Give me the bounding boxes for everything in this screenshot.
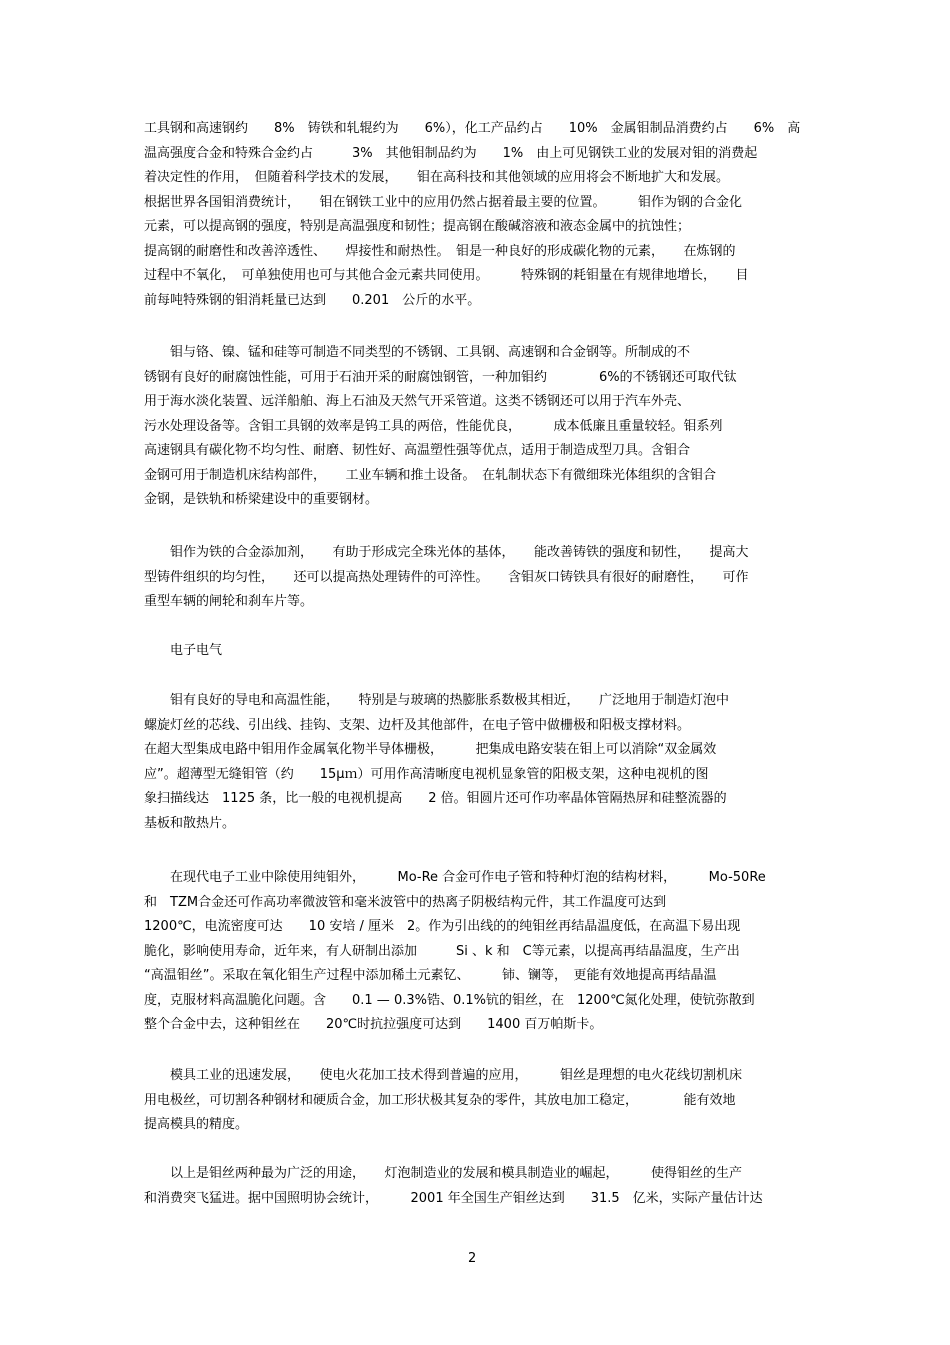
text-line: 钼有良好的导电和高温性能， 特别是与玻璃的热膨胀系数极其相近， 广泛地用于制造灯泡中: [144, 693, 730, 708]
text-line: 着决定性的作用， 但随着科学技术的发展， 钼在高科技和其他领域的应用将会不断地扩大和发展。: [144, 170, 730, 185]
text-line: 用电极丝，可切割各种钢材和硬质合金，加工形状极其复杂的零件，其放电加工稳定， 能有效地: [144, 1092, 736, 1108]
text-line: 象扫描线达 1125 条，比一般的电视机提高 2 倍。钼圆片还可作功率晶体管隔热屏和硅整流器的: [144, 791, 727, 806]
text-line: 在超大型集成电路中钼用作金属氧化物半导体栅极， 把集成电路安装在钼上可以消除“双金属效: [144, 742, 717, 757]
text-line: 污水处理设备等。含钼工具钢的效率是钨工具的两倍，性能优良， 成本低廉且重量较轻。钼系列: [144, 418, 723, 434]
text-line: 和 TZM合金还可作高功率微波管和毫米波管中的热离子阴极结构元件，其工作温度可达到: [144, 894, 667, 910]
text-line: 金钢可用于制造机床结构部件， 工业车辆和推土设备。 在轧制状态下有微细珠光体组织的含钼合: [144, 467, 717, 483]
text-line: 前每吨特殊钢的钼消耗量已达到 0.201 公斤的水平。: [144, 292, 481, 308]
text-line: 根据世界各国钼消费统计， 钼在钢铁工业中的应用仍然占据着最主要的位置。 钼作为钢的合金化: [144, 194, 743, 210]
text-line: 钼作为铁的合金添加剂， 有助于形成完全珠光体的基体， 能改善铸铁的强度和韧性， 提高大: [144, 545, 749, 560]
text-line: 用于海水淡化装置、远洋船舶、海上石油及天然气开采管道。这类不锈钢还可以用于汽车外壳、: [144, 394, 691, 409]
text-line: 电子电气: [144, 643, 223, 658]
text-line: 提高模具的精度。: [144, 1117, 249, 1132]
text-line: 锈钢有良好的耐腐蚀性能，可用于石油开采的耐腐蚀钢管，一种加钼约 6%的不锈钢还可取代钛: [144, 369, 737, 385]
text-line: 和消费突飞猛进。据中国照明协会统计， 2001 年全国生产钼丝达到 31.5 亿米，实际产量估计达: [144, 1190, 763, 1206]
text-line: 工具钢和高速钢约 8% 铸铁和轧辊约为 6%），化工产品约占 10% 金属钼制品消费约占 6% 高: [144, 121, 801, 136]
text-line: 模具工业的迅速发展， 使电火花加工技术得到普遍的应用， 钼丝是理想的电火花线切割机床: [144, 1068, 743, 1083]
text-line: 脆化，影响使用寿命，近年来，有人研制出添加 Si 、k 和 C等元素，以提高再结晶温度，生产出: [144, 943, 740, 959]
text-line: 型铸件组织的均匀性， 还可以提高热处理铸件的可淬性。 含钼灰口铸铁具有很好的耐磨性， 可作: [144, 569, 749, 585]
text-line: 钼与铬、镍、锰和硅等可制造不同类型的不锈钢、工具钢、高速钢和合金钢等。所制成的不: [144, 345, 691, 360]
text-line: 重型车辆的闸轮和刹车片等。: [144, 594, 314, 609]
text-line: 高速钢具有碳化物不均匀性、耐磨、韧性好、高温塑性强等优点，适用于制造成型刀具。含钼合: [144, 443, 691, 458]
text-line: 温高强度合金和特殊合金约占 3% 其他钼制品约为 1% 由上可见钢铁工业的发展对钼的消费起: [144, 145, 758, 161]
text-line: 以上是钼丝两种最为广泛的用途， 灯泡制造业的发展和模具制造业的崛起， 使得钼丝的生产: [144, 1166, 743, 1181]
text-line: 螺旋灯丝的芯线、引出线、挂钩、支架、边杆及其他部件，在电子管中做栅极和阳极支撑材料。: [144, 717, 691, 733]
text-line: 1200℃，电流密度可达 10 安培 / 厘米 2。作为引出线的的纯钼丝再结晶温度低，在高温下易出现: [144, 919, 741, 934]
text-line: 度，克服材料高温脆化问题。含 0.1 — 0.3%锆、0.1%钪的钼丝，在 1200℃氮化处理，使钪弥散到: [144, 992, 755, 1008]
text-line: 应”。超薄型无缝钼管（约 15μｍ）可用作高清晰度电视机显象管的阳极支架，这种电视机的图: [144, 766, 709, 782]
text-line: 提高钢的耐磨性和改善淬透性、 焊接性和耐热性。 钼是一种良好的形成碳化物的元素， 在炼钢的: [144, 243, 736, 259]
text-line: 基板和散热片。: [144, 815, 236, 831]
text-line: “高温钼丝”。采取在氧化钼生产过程中添加稀土元素钇、 铈、镧等， 更能有效地提高再结晶温: [144, 968, 717, 983]
text-line: 金钢，是铁轨和桥梁建设中的重要钢材。: [144, 492, 379, 507]
text-line: 元素，可以提高钢的强度，特别是高温强度和韧性；提高钢在酸碱溶液和液态金属中的抗蚀性；: [144, 219, 691, 234]
text-line: 整个合金中去，这种钼丝在 20℃时抗拉强度可达到 1400 百万帕斯卡。: [144, 1017, 603, 1032]
page-number: 2: [468, 1251, 477, 1266]
text-line: 在现代电子工业中除使用纯钼外， Mo-Re 合金可作电子管和特种灯泡的结构材料， Mo-50Re: [144, 870, 766, 885]
text-line: 过程中不氧化， 可单独使用也可与其他合金元素共同使用。 特殊钢的耗钼量在有规律地增长， 目: [144, 268, 749, 283]
